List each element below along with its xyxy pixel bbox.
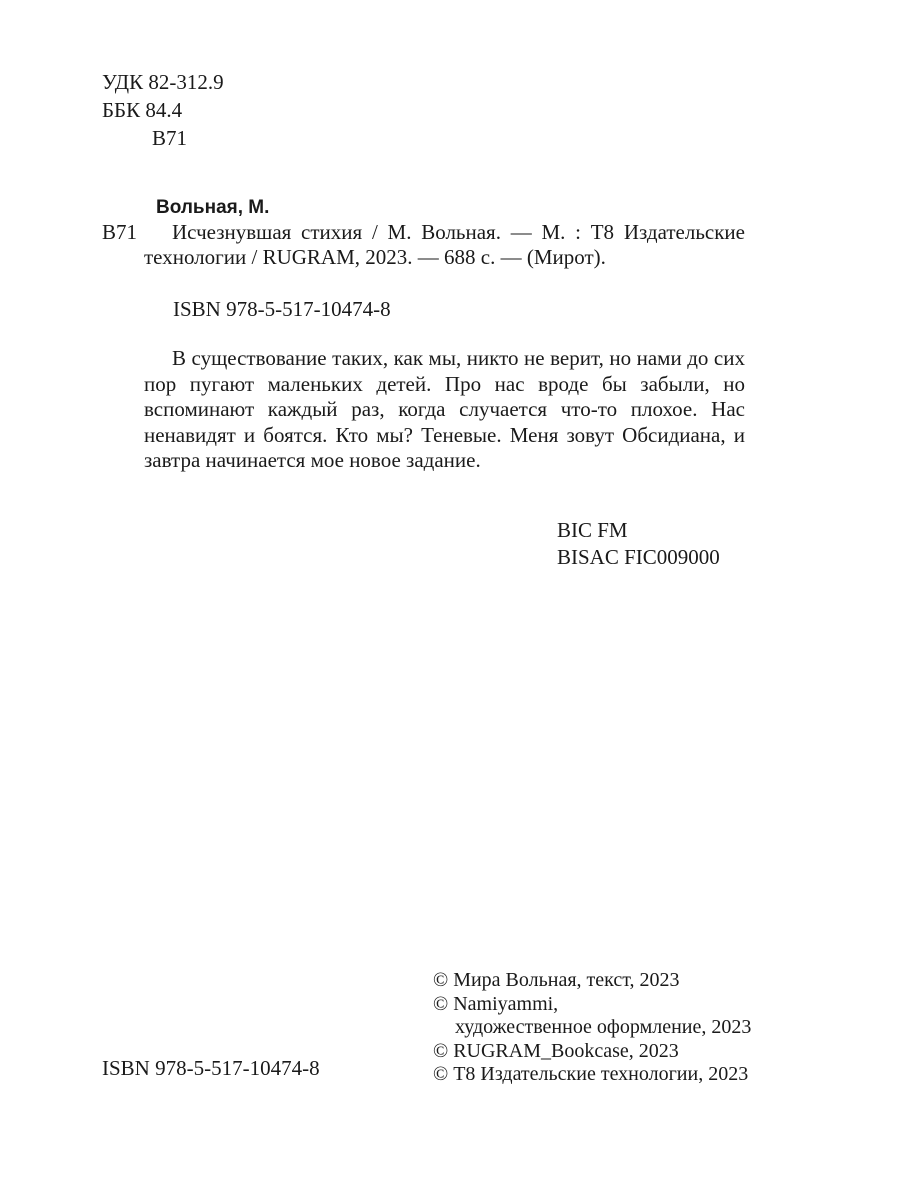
copyright-publisher: © Т8 Издательские технологии, 2023 — [433, 1063, 749, 1085]
author-heading: Вольная, М. — [156, 197, 270, 218]
bbk-code: ББК 84.4 — [102, 98, 183, 122]
copyright-bookcase: © RUGRAM_Bookcase, 2023 — [433, 1039, 679, 1062]
author-code-side: В71 — [102, 220, 138, 244]
isbn-main: ISBN 978-5-517-10474-8 — [173, 297, 391, 321]
udk-code: УДК 82-312.9 — [102, 70, 224, 94]
bibliographic-description: Исчезнувшая стихия / М. Вольная. — М. : Т8 Издательские технологии / RUGRAM, 2023. — 688 с. — (Мирот). — [144, 220, 745, 269]
bisac-code: BISAC FIC009000 — [557, 545, 720, 569]
annotation: В существование таких, как мы, никто не верит, но нами до сих пор пугают маленьких детей. Про нас вроде бы забыли, но вспоминают каждый раз, когда случается что-то плохое. Нас ненавидят и боятся. Кто мы? Теневые. Меня зовут Обсидиана, и завтра начинается мое новое задание. — [144, 346, 745, 472]
copyright-art-continued: художественное оформление, 2023 — [455, 1016, 752, 1038]
subject-codes — [557, 518, 720, 572]
classification-block — [102, 70, 224, 154]
copyright-block — [433, 968, 751, 1086]
author-code-top: В71 — [152, 126, 188, 150]
isbn-footer: ISBN 978-5-517-10474-8 — [102, 1056, 320, 1080]
copyright-text: © Мира Вольная, текст, 2023 — [433, 969, 680, 991]
bic-code: BIC FM — [557, 518, 628, 542]
copyright-art: © Namiyammi, — [433, 992, 559, 1015]
